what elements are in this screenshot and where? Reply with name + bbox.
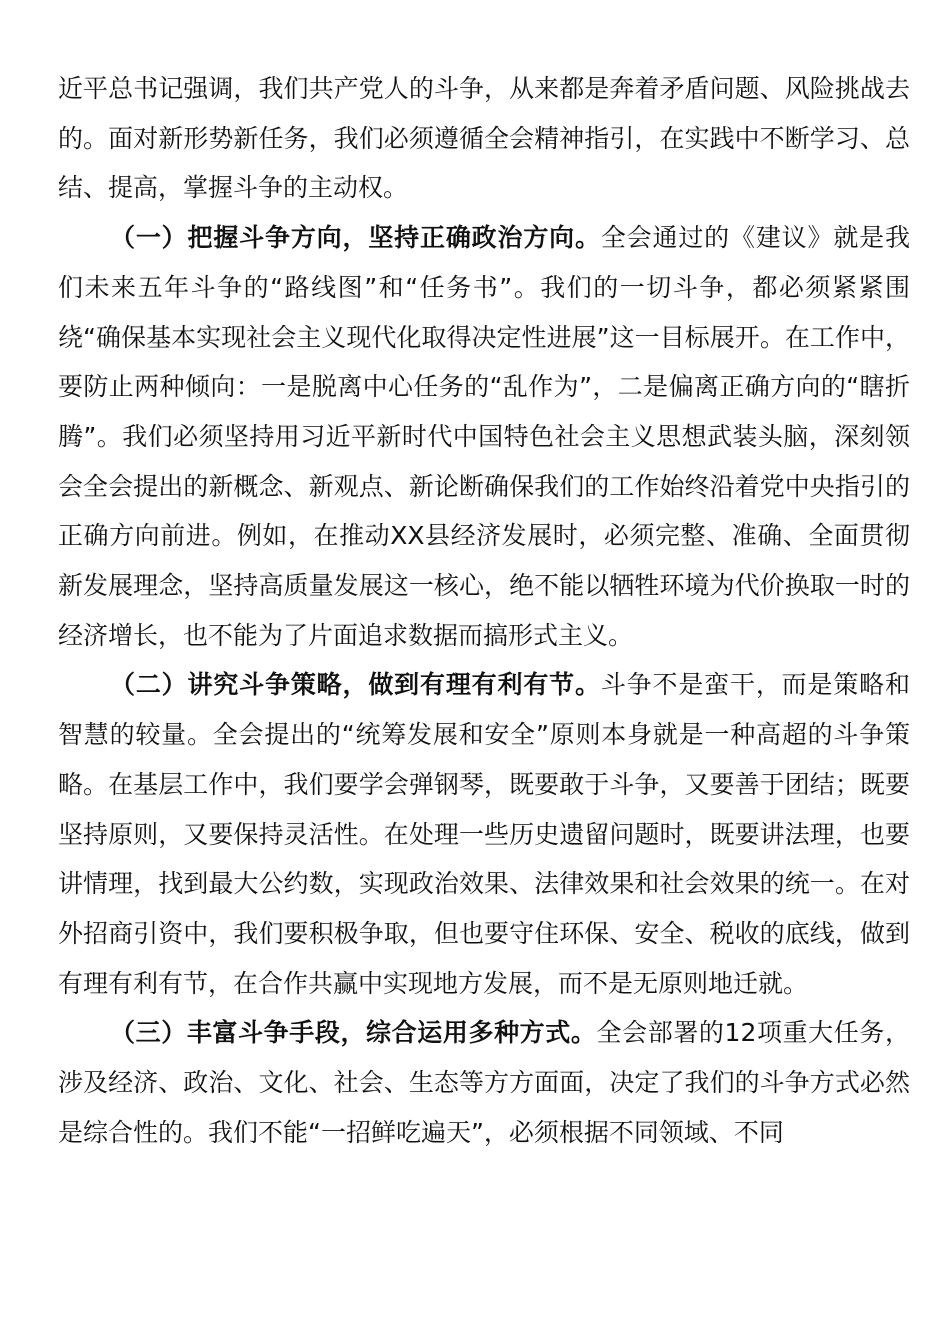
paragraph-section-3 (58, 1008, 910, 1157)
paragraph-intro (58, 64, 910, 213)
section-heading: （三）丰富斗争手段，综合运用多种方式。 (110, 1018, 597, 1048)
paragraph-text: 全会部署的12项重大任务，涉及经济、政治、文化、社会、生态等方方面面，决定了我们的斗争方式必然是综合性的。我们不能“一招鲜吃遍天”，必须根据不同领域、不同 (58, 1018, 910, 1147)
section-heading: （一）把握斗争方向，坚持正确政治方向。 (110, 223, 601, 253)
document-page (58, 64, 910, 1157)
paragraph-section-2 (58, 660, 910, 1008)
section-heading: （二）讲究斗争策略，做到有理有利有节。 (110, 670, 601, 700)
paragraph-text: 斗争不是蛮干，而是策略和智慧的较量。全会提出的“统筹发展和安全”原则本身就是一种高超的斗争策略。在基层工作中，我们要学会弹钢琴，既要敢于斗争，又要善于团结；既要坚持原则，又要保持灵活性。在处理一些历史遗留问题时，既要讲法理，也要讲情理，找到最大公约数，实现政治效果、法律效果和社会效果的统一。在对外招商引资中，我们要积极争取，但也要守住环保、安全、税收的底线，做到有理有利有节，在合作共赢中实现地方发展，而不是无原则地迁就。 (58, 670, 910, 998)
paragraph-section-1 (58, 213, 910, 660)
paragraph-text: 近平总书记强调，我们共产党人的斗争，从来都是奔着矛盾问题、风险挑战去的。面对新形势新任务，我们必须遵循全会精神指引，在实践中不断学习、总结、提高，掌握斗争的主动权。 (58, 74, 910, 203)
paragraph-text: 全会通过的《建议》就是我们未来五年斗争的“路线图”和“任务书”。我们的一切斗争，都必须紧紧围绕“确保基本实现社会主义现代化取得决定性进展”这一目标展开。在工作中，要防止两种倾向：一是脱离中心任务的“乱作为”，二是偏离正确方向的“瞎折腾”。我们必须坚持用习近平新时代中国特色社会主义思想武装头脑，深刻领会全会提出的新概念、新观点、新论断确保我们的工作始终沿着党中央指引的正确方向前进。例如，在推动XX县经济发展时，必须完整、准确、全面贯彻新发展理念，坚持高质量发展这一核心，绝不能以牺牲环境为代价换取一时的经济增长，也不能为了片面追求数据而搞形式主义。 (58, 223, 910, 650)
